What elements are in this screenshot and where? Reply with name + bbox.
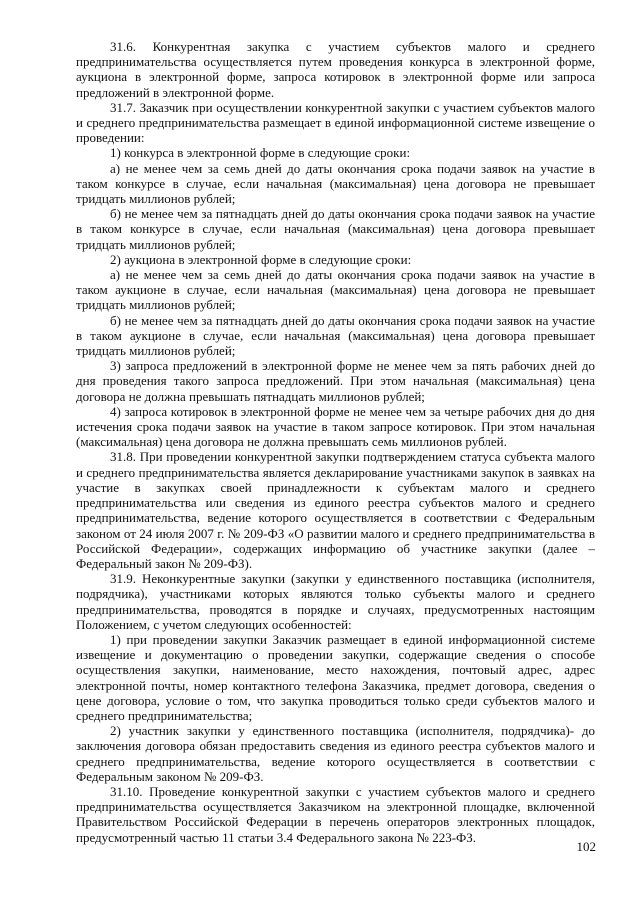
list-item-3-proposals: 3) запроса предложений в электронной форме не менее чем за пять рабочих дней до дня проведения такого запроса предложений. При этом начальная (максимальная) цена договора не должна превышать пятнадцать миллионов рублей; [76, 358, 595, 404]
list-item-31-9-2: 2) участник закупки у единственного поставщика (исполнителя, подрядчика)- до заключения договора обязан предоставить сведения из единого реестра субъектов малого и среднего предпринимательства, ведение которого осуществляется в соответствии с Федеральным законом № 209-ФЗ. [76, 723, 595, 784]
list-item-1a: а) не менее чем за семь дней до даты окончания срока подачи заявок на участие в таком конкурсе в случае, если начальная (максимальная) цена договора не превышает тридцать миллионов рублей; [76, 160, 595, 207]
paragraph-31-10: 31.10. Проведение конкурентной закупки с участием субъектов малого и среднего предпринимательства осуществляется Заказчиком на электронной площадке, включенной Правительством Российской Федерации в перечень операторов электронных площадок, предусмотренный частью 11 статьи 3.4 Федерального закона № 223-ФЗ. [76, 783, 595, 845]
list-item-2-auction: 2) аукциона в электронной форме в следующие сроки: [110, 251, 412, 267]
document-body [76, 39, 595, 845]
list-item-1-contest: 1) конкурса в электронной форме в следующие сроки: [110, 145, 411, 161]
paragraph-31-6: 31.6. Конкурентная закупка с участием субъектов малого и среднего предпринимательства осуществляется путем проведения конкурса в электронной форме, аукциона в электронной форме, запроса котировок в электронной форме или запроса предложений в электронной форме. [76, 39, 595, 100]
list-item-4-quotations: 4) запроса котировок в электронной форме не менее чем за четыре рабочих дня до дня истечения срока подачи заявок на участие в таком запросе котировок. При этом начальная (максимальная) цена договора не должна превышать семь миллионов рублей. [76, 403, 595, 450]
list-item-31-9-1: 1) при проведении закупки Заказчик размещает в единой информационной системе извещение и документацию о проведении закупки, содержащие сведения о способе осуществления закупки, наименование, место нахождения, почтовый адрес, адрес электронной почты, номер контактного телефона Заказчика, предмет договора, сведения о цене договора, условие о том, что закупка проводиться только среди субъектов малого и среднего предпринимательства; [76, 631, 595, 723]
list-item-1b: б) не менее чем за пятнадцать дней до даты окончания срока подачи заявок на участие в таком конкурсе в случае, если начальная (максимальная) цена договора превышает тридцать миллионов рублей; [76, 206, 595, 252]
list-item-2a: а) не менее чем за семь дней до даты окончания срока подачи заявок на участие в таком аукционе в случае, если начальная (максимальная) цена договора не превышает тридцать миллионов рублей; [76, 267, 595, 313]
paragraph-31-8: 31.8. При проведении конкурентной закупки подтверждением статуса субъекта малого и среднего предпринимательства является декларирование участниками закупок в заявках на участие в закупках своей принадлежности к субъектам малого и среднего предпринимательства или сведения из единого реестра субъектов малого и среднего предпринимательства, ведение которого осуществляется в соответствии с Федеральным законом от 24 июля 2007 г. № 209-ФЗ «О развитии малого и среднего предпринимательства в Российской Федерации», содержащих информацию об участнике закупки (далее – Федеральный закон № 209-ФЗ). [76, 449, 595, 571]
list-item-2b: б) не менее чем за пятнадцать дней до даты окончания срока подачи заявок на участие в таком аукционе в случае, если начальная (максимальная) цена договора превышает тридцать миллионов рублей; [76, 312, 595, 359]
page-number: 102 [576, 839, 596, 854]
paragraph-31-9: 31.9. Неконкурентные закупки (закупки у единственного поставщика (исполнителя, подрядчика), участниками которых являются только субъекты малого и среднего предпринимательства, проводятся в порядке и случаях, предусмотренных настоящим Положением, с учетом следующих особенностей: [76, 571, 595, 632]
paragraph-31-7: 31.7. Заказчик при осуществлении конкурентной закупки с участием субъектов малого и среднего предпринимательства размещает в единой информационной системе извещение о проведении: [76, 99, 595, 146]
